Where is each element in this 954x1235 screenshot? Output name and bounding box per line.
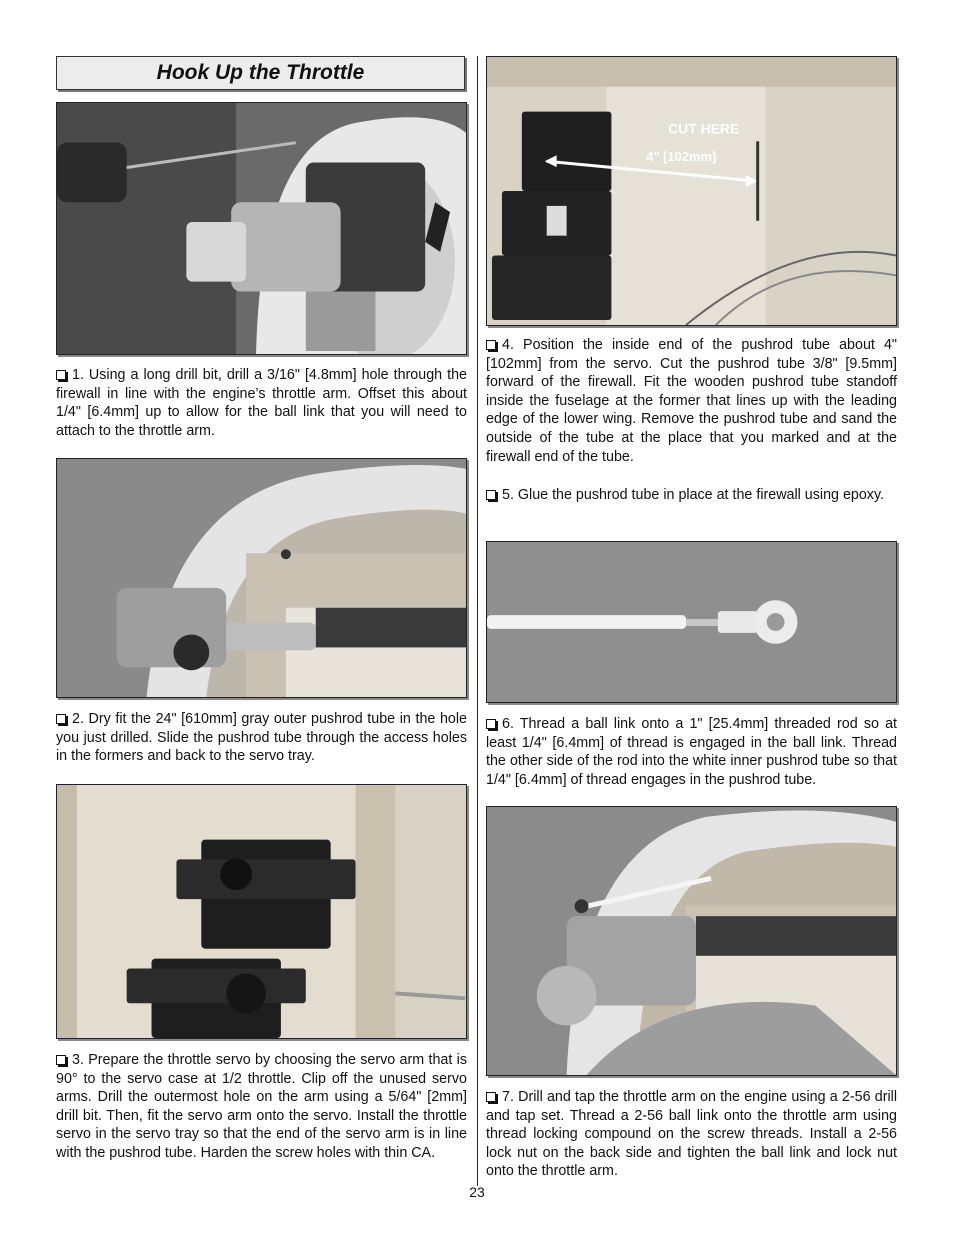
step-4-checkbox[interactable] <box>486 340 496 350</box>
photo-ball-link <box>486 541 897 703</box>
step-5-text: 5. Glue the pushrod tube in place at the firewall using epoxy. <box>502 487 885 503</box>
step-3-checkbox[interactable] <box>56 1055 66 1065</box>
step-1-checkbox[interactable] <box>56 370 66 380</box>
section-title-box <box>56 56 465 90</box>
photo-servo-tray <box>56 784 467 1039</box>
step-2 <box>56 710 467 766</box>
step-7-text: 7. Drill and tap the throttle arm on the engine using a 2-56 drill and tap set. Thread a 2-56 ball link onto the throttle arm using thread locking compound on the screw threads. Install a 2-56 lock nut on the back side and tighten the ball link and lock nut onto the throttle arm. <box>486 1089 897 1180</box>
step-2-checkbox[interactable] <box>56 714 66 724</box>
photo-label-measure: 4" [102mm] <box>646 149 717 165</box>
photo-pushrod-tube <box>56 458 467 698</box>
step-6 <box>486 715 897 789</box>
step-1-text: 1. Using a long drill bit, drill a 3/16" [4.8mm] hole through the firewall in line with the engine’s throttle arm. Offset this about 1/4" [6.4mm] up to allow for the ball link that you will need to attach to the throttle arm. <box>56 367 467 439</box>
step-6-checkbox[interactable] <box>486 719 496 729</box>
photo-drill-firewall <box>56 102 467 355</box>
step-5 <box>486 486 897 505</box>
photo-label-cut-here: CUT HERE <box>668 120 740 137</box>
step-1 <box>56 366 467 440</box>
step-3-text: 3. Prepare the throttle servo by choosing the servo arm that is 90° to the servo case at 1/2 throttle. Clip off the unused servo arms. Drill the outermost hole on the arm using a 5/64" [2mm] drill bit. Then, fit the servo arm onto the servo. Install the throttle servo in the servo tray so that the end of the servo arm is in line with the pushrod tube. Harden the screw holes with thin CA. <box>56 1052 467 1161</box>
section-title: Hook Up the Throttle <box>156 61 365 84</box>
photo-cut-here <box>486 56 897 326</box>
step-7-checkbox[interactable] <box>486 1092 496 1102</box>
step-7 <box>486 1088 897 1181</box>
step-5-checkbox[interactable] <box>486 490 496 500</box>
step-4-text: 4. Position the inside end of the pushrod tube about 4" [102mm] from the servo. Cut the pushrod tube 3/8" [9.5mm] forward of the firewall. Fit the wooden pushrod tube standoff inside the fuselage at the former that lines up with the leading edge of the lower wing. Remove the pushrod tube and sand the outside of the tube at the place that you marked and at the firewall end of the tube. <box>486 337 897 465</box>
step-4 <box>486 336 897 466</box>
step-6-text: 6. Thread a ball link onto a 1" [25.4mm] threaded rod so at least 1/4" [6.4mm] of thread is engaged in the ball link. Thread the other side of the rod into the white inner pushrod tube so that 1/4" [6.4mm] of thread engages in the pushrod tube. <box>486 716 897 788</box>
photo-throttle-arm <box>486 806 897 1076</box>
column-divider <box>477 56 478 1186</box>
step-3 <box>56 1051 467 1163</box>
page-number: 23 <box>469 1184 485 1200</box>
step-2-text: 2. Dry fit the 24" [610mm] gray outer pushrod tube in the hole you just drilled. Slide the pushrod tube through the access holes in the formers and back to the servo tray. <box>56 711 467 765</box>
